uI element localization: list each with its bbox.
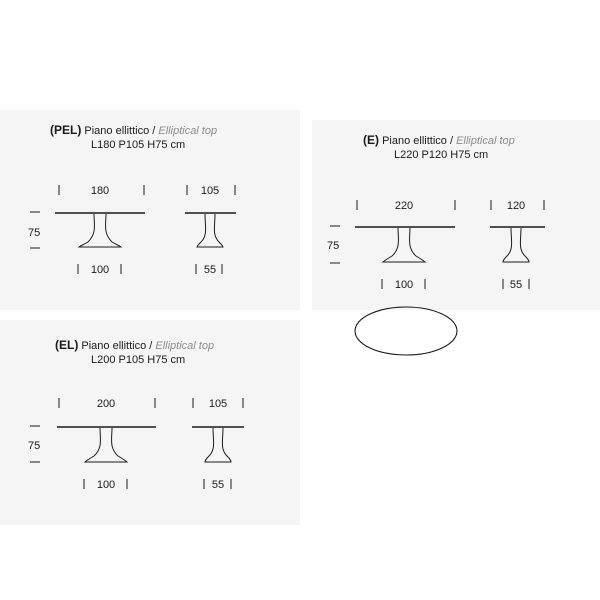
e-separator: /: [446, 135, 457, 147]
e-front-base-ticks: [503, 279, 529, 289]
pel-code: (PEL): [50, 123, 82, 137]
pel-side-view: [55, 213, 145, 247]
e-top-view-ellipse: [355, 307, 457, 355]
pel-side-base-ticks: [78, 264, 121, 274]
pel-side-length-ticks: [59, 185, 144, 195]
el-side-length-ticks: [59, 398, 155, 408]
e-height-ticks: [330, 226, 340, 263]
el-english-label: Elliptical top: [155, 340, 215, 352]
pel-front-base-label: 55: [203, 264, 217, 276]
e-side-base-ticks: [382, 279, 425, 289]
el-height-label: 75: [28, 440, 41, 452]
e-side-length-ticks: [357, 200, 455, 210]
e-height-label: 75: [327, 240, 340, 252]
e-side-length-label: 220: [394, 200, 414, 212]
pel-height-ticks: [30, 212, 40, 248]
el-side-base-ticks: [84, 479, 127, 489]
el-italian-label: Piano ellittico: [81, 340, 147, 352]
e-front-pedestal: [503, 228, 529, 262]
e-side-pedestal: [383, 228, 425, 262]
el-front-base-label: 55: [211, 479, 225, 491]
pel-side-length-label: 180: [90, 185, 110, 197]
pel-front-depth-ticks: [187, 185, 235, 195]
pel-separator: /: [149, 125, 159, 137]
e-side-base-label: 100: [394, 279, 414, 291]
pel-english-label: Elliptical top: [158, 125, 218, 137]
e-code: (E): [363, 133, 379, 147]
el-side-length-label: 200: [96, 398, 116, 410]
e-front-depth-ticks: [491, 200, 544, 210]
pel-italian-label: Piano ellittico: [84, 125, 150, 137]
el-side-view: [57, 427, 156, 462]
el-front-pedestal: [205, 428, 231, 462]
el-height-ticks: [30, 426, 40, 462]
el-front-depth-ticks: [193, 398, 243, 408]
e-side-view: [355, 227, 455, 262]
e-size: L220 P120 H75 cm: [394, 149, 489, 161]
e-italian-label: Piano ellittico: [382, 135, 447, 147]
pel-height-label: 75: [28, 227, 41, 239]
el-separator: /: [146, 340, 156, 352]
e-front-depth-label: 120: [506, 200, 526, 212]
pel-side-base-label: 100: [90, 264, 110, 276]
e-english-label: Elliptical top: [456, 135, 515, 147]
el-front-base-ticks: [204, 479, 231, 489]
el-side-pedestal: [85, 428, 127, 462]
el-side-base-label: 100: [96, 479, 116, 491]
pel-front-depth-label: 105: [200, 185, 220, 197]
el-front-view: [192, 427, 244, 462]
pel-front-pedestal: [197, 214, 223, 247]
el-front-depth-label: 105: [208, 398, 228, 410]
e-front-base-label: 55: [509, 279, 523, 291]
pel-front-base-ticks: [196, 264, 222, 274]
e-front-view: [490, 227, 545, 262]
el-code: (EL): [55, 338, 79, 352]
pel-side-pedestal: [79, 214, 121, 247]
pel-front-view: [185, 213, 236, 247]
el-size: L200 P105 H75 cm: [91, 354, 186, 366]
pel-size: L180 P105 H75 cm: [91, 139, 186, 151]
